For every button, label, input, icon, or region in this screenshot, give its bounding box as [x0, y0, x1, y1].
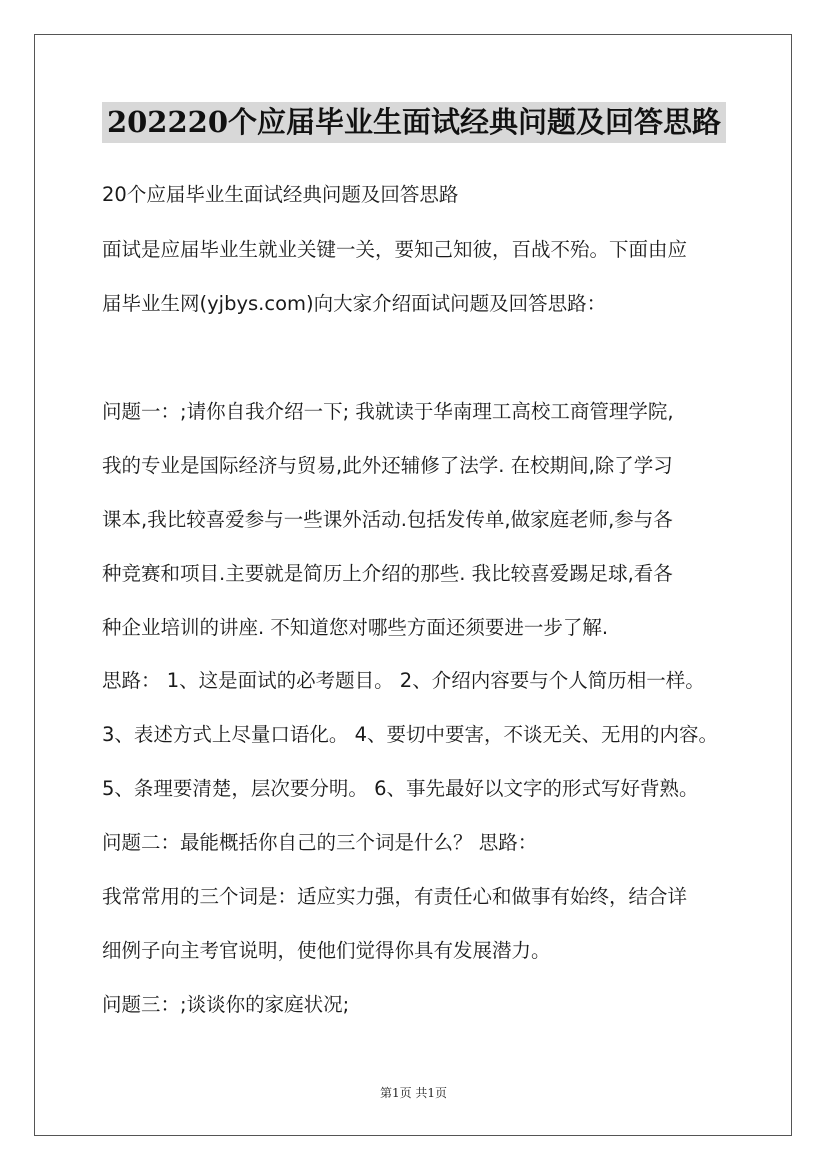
- paragraph-line: 细例子向主考官说明，使他们觉得你具有发展潜力。: [102, 939, 551, 962]
- paragraph-line: 思路： 1、这是面试的必考题目。 2、介绍内容要与个人简历相一样。: [102, 669, 705, 692]
- paragraph-line: 我的专业是国际经济与贸易,此外还辅修了法学. 在校期间,除了学习: [102, 454, 673, 477]
- paragraph-line: 问题三：;谈谈你的家庭状况;: [102, 993, 350, 1016]
- document-title: 202220个应届毕业生面试经典问题及回答思路: [102, 102, 726, 143]
- paragraph-line: 5、条理要清楚，层次要分明。 6、事先最好以文字的形式写好背熟。: [102, 777, 699, 800]
- paragraph-line: 种竞赛和项目.主要就是简历上介绍的那些. 我比较喜爱踢足球,看各: [102, 562, 673, 585]
- paragraph-line: 3、表述方式上尽量口语化。 4、要切中要害，不谈无关、无用的内容。: [102, 723, 719, 746]
- paragraph-line: 届毕业生网(yjbys.com)向大家介绍面试问题及回答思路：: [102, 292, 607, 315]
- paragraph-line: 种企业培训的讲座. 不知道您对哪些方面还须要进一步了解.: [102, 616, 609, 639]
- page-footer: 第1页 共1页: [379, 1086, 448, 1100]
- paragraph-line: 面试是应届毕业生就业关键一关，要知己知彼，百战不殆。下面由应: [102, 238, 688, 261]
- paragraph-line: 问题一：;请你自我介绍一下; 我就读于华南理工高校工商管理学院,: [102, 400, 674, 423]
- paragraph-line: 问题二：最能概括你自己的三个词是什么？ 思路：: [102, 831, 538, 854]
- subtitle-line: 20个应届毕业生面试经典问题及回答思路: [102, 183, 459, 206]
- paragraph-line: 课本,我比较喜爱参与一些课外活动.包括发传单,做家庭老师,参与各: [102, 508, 673, 531]
- paragraph-line: 我常常用的三个词是：适应实力强，有责任心和做事有始终，结合详: [102, 885, 688, 908]
